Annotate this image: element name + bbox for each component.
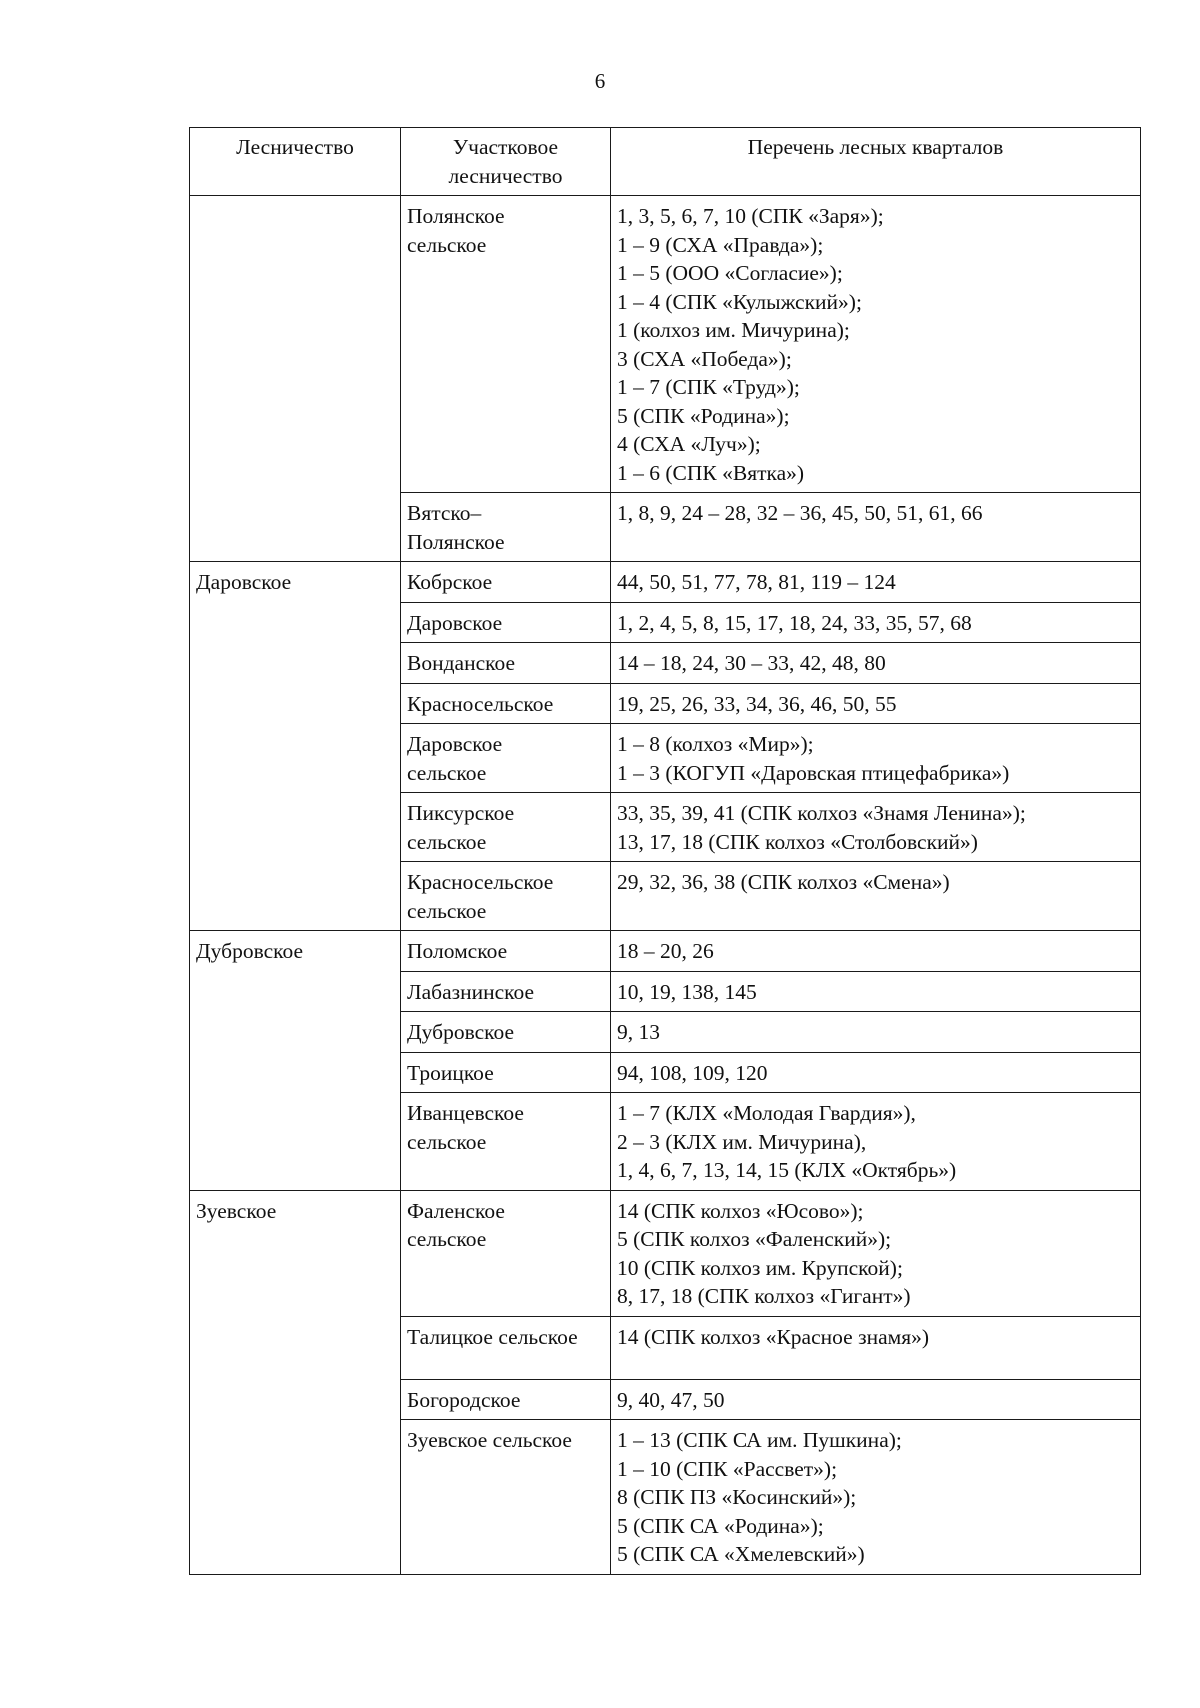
table-header-row — [190, 128, 1141, 196]
forest-quarters-table — [189, 127, 1141, 1575]
district-cell: Вонданское — [401, 643, 611, 684]
quarters-cell: 1, 2, 4, 5, 8, 15, 17, 18, 24, 33, 35, 57, 68 — [611, 602, 1141, 643]
header-forestry: Лесничество — [190, 128, 401, 196]
district-cell: Красносельское сельское — [401, 862, 611, 931]
district-cell: Вятско– Полянское — [401, 493, 611, 562]
quarters-cell: 9, 40, 47, 50 — [611, 1379, 1141, 1420]
header-district: Участковое лесничество — [401, 128, 611, 196]
table-row — [190, 562, 1141, 603]
quarters-cell: 14 (СПК колхоз «Юсово»); 5 (СПК колхоз «Фаленский»); 10 (СПК колхоз им. Крупской); 8, 17, 18 (СПК колхоз «Гигант») — [611, 1190, 1141, 1316]
quarters-cell: 1, 3, 5, 6, 7, 10 (СПК «Заря»); 1 – 9 (СХА «Правда»); 1 – 5 (ООО «Согласие»); 1 – 4 (СПК «Кулыжский»); 1 (колхоз им. Мичурина); 3 (СХА «Победа»); 1 – 7 (СПК «Труд»); 5 (СПК «Родина»); 4 (СХА «Луч»); 1 – 6 (СПК «Вятка») — [611, 196, 1141, 493]
table-row — [190, 931, 1141, 972]
district-cell: Фаленское сельское — [401, 1190, 611, 1316]
quarters-cell: 14 (СПК колхоз «Красное знамя») — [611, 1316, 1141, 1379]
forestry-cell — [190, 196, 401, 562]
quarters-cell: 44, 50, 51, 77, 78, 81, 119 – 124 — [611, 562, 1141, 603]
quarters-cell: 1, 8, 9, 24 – 28, 32 – 36, 45, 50, 51, 61, 66 — [611, 493, 1141, 562]
district-cell: Полянское сельское — [401, 196, 611, 493]
district-cell: Дубровское — [401, 1012, 611, 1053]
quarters-cell: 10, 19, 138, 145 — [611, 971, 1141, 1012]
quarters-cell: 18 – 20, 26 — [611, 931, 1141, 972]
quarters-cell: 1 – 8 (колхоз «Мир»); 1 – 3 (КОГУП «Даровская птицефабрика») — [611, 724, 1141, 793]
district-cell: Пиксурское сельское — [401, 793, 611, 862]
quarters-cell: 29, 32, 36, 38 (СПК колхоз «Смена») — [611, 862, 1141, 931]
quarters-cell: 33, 35, 39, 41 (СПК колхоз «Знамя Ленина»); 13, 17, 18 (СПК колхоз «Столбовский») — [611, 793, 1141, 862]
district-cell: Лабазнинское — [401, 971, 611, 1012]
district-cell: Кобрское — [401, 562, 611, 603]
forestry-cell: Даровское — [190, 562, 401, 931]
quarters-cell: 14 – 18, 24, 30 – 33, 42, 48, 80 — [611, 643, 1141, 684]
quarters-cell: 1 – 7 (КЛХ «Молодая Гвардия»), 2 – 3 (КЛХ им. Мичурина), 1, 4, 6, 7, 13, 14, 15 (КЛХ «Октябрь») — [611, 1093, 1141, 1191]
district-cell: Зуевское сельское — [401, 1420, 611, 1575]
district-cell: Троицкое — [401, 1052, 611, 1093]
district-cell: Поломское — [401, 931, 611, 972]
quarters-cell: 19, 25, 26, 33, 34, 36, 46, 50, 55 — [611, 683, 1141, 724]
header-quarters: Перечень лесных кварталов — [611, 128, 1141, 196]
district-cell: Талицкое сельское — [401, 1316, 611, 1379]
table-row — [190, 196, 1141, 493]
quarters-cell: 1 – 13 (СПК СА им. Пушкина); 1 – 10 (СПК «Рассвет»); 8 (СПК ПЗ «Косинский»); 5 (СПК СА «Родина»); 5 (СПК СА «Хмелевский») — [611, 1420, 1141, 1575]
forestry-cell: Дубровское — [190, 931, 401, 1191]
quarters-cell: 94, 108, 109, 120 — [611, 1052, 1141, 1093]
forestry-cell: Зуевское — [190, 1190, 401, 1574]
district-cell: Иванцевское сельское — [401, 1093, 611, 1191]
table-row — [190, 1190, 1141, 1316]
district-cell: Даровское сельское — [401, 724, 611, 793]
quarters-cell: 9, 13 — [611, 1012, 1141, 1053]
district-cell: Даровское — [401, 602, 611, 643]
district-cell: Красносельское — [401, 683, 611, 724]
page-number: 6 — [594, 69, 606, 93]
district-cell: Богородское — [401, 1379, 611, 1420]
